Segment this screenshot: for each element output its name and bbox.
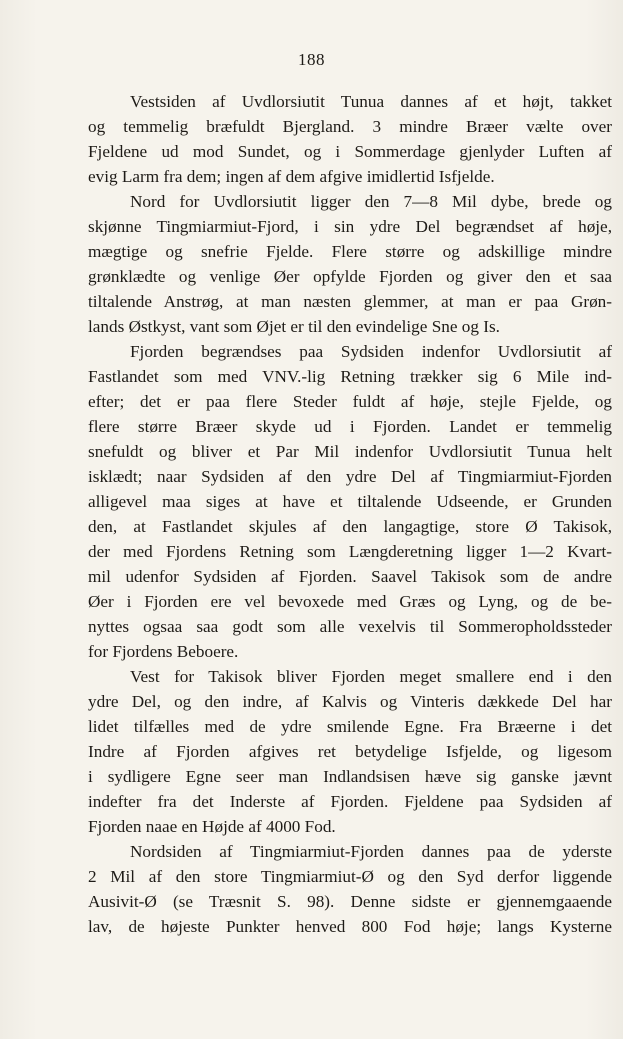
text-line: og temmelig bræfuldt Bjergland. 3 mindre Bræer vælte over [88, 117, 612, 136]
text-line: Ausivit-Ø (se Træsnit S. 98). Denne sidste er gjennemgaaende [88, 892, 612, 911]
text-line: for Fjordens Beboere. [88, 642, 239, 661]
text-line: snefuldt og bliver et Par Mil indenfor Uvdlorsiutit Tunua helt [88, 442, 612, 461]
page-number: 188 [298, 50, 325, 69]
text-line: den, at Fastlandet skjules af den langagtige, store Ø Takisok, [88, 517, 612, 536]
text-line: evig Larm fra dem; ingen af dem afgive imidlertid Isfjelde. [88, 167, 495, 186]
text-line: lidet tilfælles med de ydre smilende Egne. Fra Bræerne i det [88, 717, 612, 736]
text-line: Øer i Fjorden ere vel bevoxede med Græs og Lyng, og de be- [88, 592, 612, 611]
text-line: mil udenfor Sydsiden af Fjorden. Saavel Takisok som de andre [88, 567, 612, 586]
text-line: Nord for Uvdlorsiutit ligger den 7—8 Mil dybe, brede og [130, 192, 612, 211]
text-line: Fastlandet som med VNV.-lig Retning trækker sig 6 Mile ind- [88, 367, 612, 386]
text-line: Fjorden naae en Højde af 4000 Fod. [88, 817, 336, 836]
text-line: Vest for Takisok bliver Fjorden meget smallere end i den [130, 667, 612, 686]
text-line: ydre Del, og den indre, af Kalvis og Vinteris dækkede Del har [88, 692, 612, 711]
text-line: alligevel maa siges at have et tiltalende Udseende, er Grunden [88, 492, 612, 511]
text-line: mægtige og snefrie Fjelde. Flere større og adskillige mindre [88, 242, 612, 261]
text-line: Indre af Fjorden afgives ret betydelige Isfjelde, og ligesom [88, 742, 612, 761]
text-line: 2 Mil af den store Tingmiarmiut-Ø og den Syd derfor liggende [88, 867, 612, 886]
text-line: Fjorden begrændses paa Sydsiden indenfor Uvdlorsiutit af [130, 342, 612, 361]
text-line: Fjeldene ud mod Sundet, og i Sommerdage gjenlyder Luften af [88, 142, 612, 161]
text-line: isklædt; naar Sydsiden af den ydre Del af Tingmiarmiut-Fjorden [88, 467, 612, 486]
body-text [88, 89, 612, 939]
text-line: Nordsiden af Tingmiarmiut-Fjorden dannes paa de yderste [130, 842, 612, 861]
text-line: lands Østkyst, vant som Øjet er til den evindelige Sne og Is. [88, 317, 500, 336]
text-line: skjønne Tingmiarmiut-Fjord, i sin ydre Del begrændset af høje, [88, 217, 612, 236]
text-line: efter; det er paa flere Steder fuldt af høje, stejle Fjelde, og [88, 392, 612, 411]
text-line: nyttes ogsaa saa godt som alle vexelvis til Sommeropholdssteder [88, 617, 612, 636]
text-line: lav, de højeste Punkter henved 800 Fod høje; langs Kysterne [88, 917, 612, 936]
text-line: indefter fra det Inderste af Fjorden. Fjeldene paa Sydsiden af [88, 792, 612, 811]
text-line: grønklædte og venlige Øer opfylde Fjorden og giver den et saa [88, 267, 612, 286]
text-line: flere større Bræer skyde ud i Fjorden. Landet er temmelig [88, 417, 612, 436]
text-line: der med Fjordens Retning som Længderetning ligger 1—2 Kvart- [88, 542, 612, 561]
text-line: Vestsiden af Uvdlorsiutit Tunua dannes af et højt, takket [130, 92, 612, 111]
text-line: i sydligere Egne seer man Indlandsisen hæve sig ganske jævnt [88, 767, 612, 786]
text-line: tiltalende Anstrøg, at man næsten glemmer, at man er paa Grøn- [88, 292, 612, 311]
